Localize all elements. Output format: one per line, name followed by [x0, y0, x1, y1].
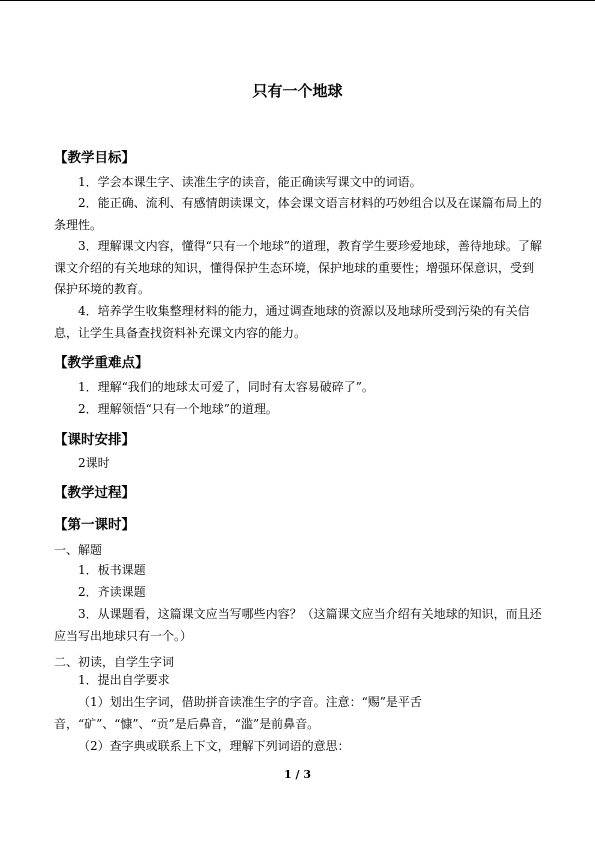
document-title: 只有一个地球 — [252, 82, 343, 100]
step-1-item-3: 3．从课题看，这篇课文应当写哪些内容？（这篇课文应当介绍有关地球的知识，而且还应当写出地球只有一个。） — [54, 607, 542, 643]
step-2-item-2: （1）划出生字词，借助拼音读准生字的字音。注意：“赐”是平舌音，“矿”、“慷”、“贡”是后鼻音，“滥”是前鼻音。 — [54, 695, 422, 731]
goal-3: 3．理解课文内容，懂得“只有一个地球”的道理，教育学生要珍爱地球，善待地球。了解课文介绍的有关地球的知识，懂得保护生态环境，保护地球的重要性；增强环保意识，受到保护环境的教育。 — [54, 239, 542, 296]
step-1-item-2: 2．齐读课题 — [78, 585, 146, 599]
page-number: 1 / 3 — [284, 768, 311, 781]
heading-goals: 【教学目标】 — [54, 150, 135, 166]
step-2-title: 二、初读，自学生字词 — [54, 655, 175, 669]
heading-schedule: 【课时安排】 — [54, 432, 135, 448]
step-2-item-3: （2）查字典或联系上下文，理解下列词语的意思： — [78, 739, 350, 753]
heading-lesson1: 【第一课时】 — [54, 517, 135, 533]
schedule-text: 2课时 — [78, 456, 110, 470]
heading-keypoints: 【教学重难点】 — [54, 355, 149, 371]
keypoint-1: 1．理解“我们的地球太可爱了，同时有太容易破碎了”。 — [78, 380, 374, 394]
heading-process: 【教学过程】 — [54, 485, 135, 501]
step-2-item-1: 1．提出自学要求 — [78, 673, 170, 687]
step-1-item-1: 1．板书课题 — [78, 563, 146, 577]
goal-4: 4．培养学生收集整理材料的能力，通过调查地球的资源以及地球所受到污染的有关信息，让学生具备查找资料补充课文内容的能力。 — [54, 304, 530, 340]
step-1-title: 一、解题 — [54, 543, 103, 557]
goal-2: 2．能正确、流利、有感情朗读课文，体会课文语言材料的巧妙组合以及在谋篇布局上的条理性。 — [54, 196, 542, 232]
goal-1: 1．学会本课生字、读准生字的读音，能正确读写课文中的词语。 — [78, 175, 422, 189]
keypoint-2: 2．理解领悟“只有一个地球”的道理。 — [78, 402, 278, 416]
